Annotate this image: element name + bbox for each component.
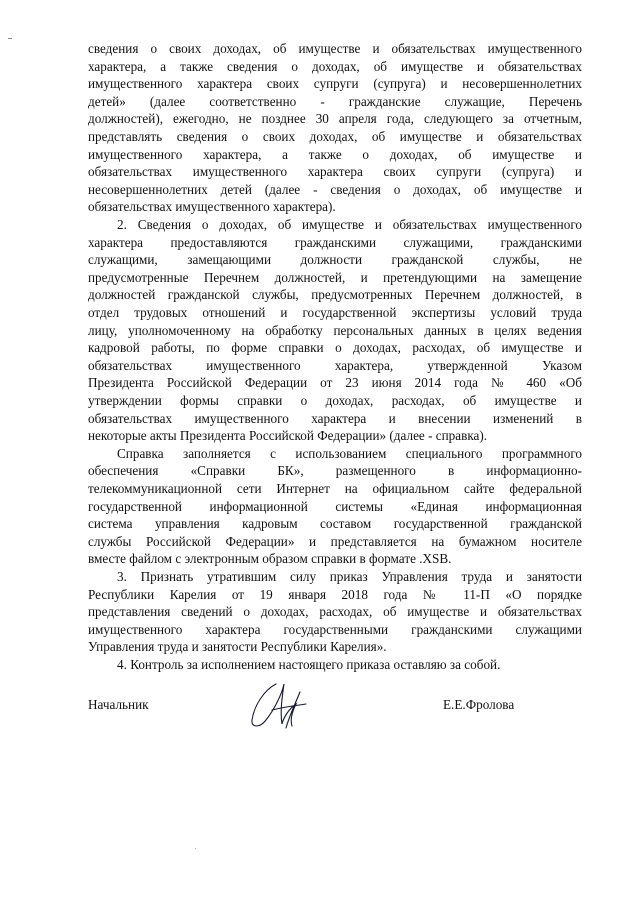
text-line: 4. Контроль за исполнением настоящего приказа оставляю за собой. [117, 657, 501, 672]
text-line: предусмотренные Перечнем должностей, и претендующими на замещение [88, 269, 582, 285]
text-line: имущественного характера государственными гражданскими служащими [88, 621, 582, 637]
text-line: Республики Карелия от 19 января 2018 года № 11-П «О порядке [88, 586, 582, 602]
scan-speck [195, 848, 196, 849]
text-line: система управления кадровым составом государственной гражданской [88, 516, 582, 532]
text-line: службы Российской Федерации» и представляется на бумажном носителе [88, 533, 582, 549]
text-line: обеспечения «Справки БК», размещенного в информационно- [88, 463, 582, 479]
text-line: служащими, замещающими должности гражданской службы, не [88, 252, 582, 268]
signatory-position: Начальник [88, 697, 149, 712]
text-line: характера, а также сведения о доходах, об имуществе и обязательствах [88, 58, 582, 74]
text-line: Справка заполняется с использованием специального программного [117, 445, 582, 461]
text-line: кадровой работы, по форме справки о доходах, расходах, об имуществе и [88, 340, 582, 356]
text-line: Управления труда и занятости Республики Карелия». [88, 639, 387, 655]
text-line: представления сведений о доходах, расходах, об имуществе и обязательствах [88, 604, 582, 620]
text-line: вместе файлом с электронным образом справки в формате .XSB. [88, 551, 452, 567]
text-line: обязательствах имущественного характера и внесении изменений в [88, 410, 582, 426]
text-line: имущественного характера своих супруги (супруга) и несовершеннолетних [88, 76, 582, 92]
scan-mark [8, 38, 12, 39]
text-line: телекоммуникационной сети Интернет на официальном сайте федеральной [88, 481, 582, 496]
signatory-name: Е.Е.Фролова [443, 697, 515, 712]
text-line: обязательствах имущественного характера своих супруги (супруга) и [88, 164, 582, 180]
text-line: 2. Сведения о доходах, об имуществе и обязательствах имущественного [117, 217, 582, 232]
text-line: некоторые акты Президента Российской Федерации» (далее - справка). [88, 428, 488, 444]
text-line: должностей), ежегодно, не позднее 30 апреля года, следующего за отчетным, [88, 111, 582, 127]
text-line: 3. Признать утратившим силу приказ Управления труда и занятости [117, 569, 582, 584]
text-line: обязательствах имущественного характера). [88, 199, 336, 215]
text-line: детей» (далее соответственно - гражданские служащие, Перечень [88, 93, 582, 109]
text-line: отдел трудовых отношений и государственной экспертизы условий труда [88, 305, 582, 320]
text-line: должностей гражданской службы, предусмотренных Перечнем должностей, в [88, 287, 582, 303]
text-line: утверждении формы справки о доходах, расходах, об имуществе и [88, 393, 582, 408]
text-line: государственной информационной системы «Единая информационная [88, 498, 582, 514]
text-line: несовершеннолетних детей (далее - сведения о доходах, об имуществе и [88, 181, 582, 197]
text-line: имущественного характера, а также о доходах, об имуществе и [88, 146, 582, 162]
text-line: сведения о своих доходах, об имуществе и обязательствах имущественного [88, 41, 582, 56]
text-line: лицу, уполномоченному на обработку персональных данных в целях ведения [88, 322, 582, 338]
handwritten-signature [246, 676, 316, 734]
text-line: характера предоставляются гражданскими служащими, гражданскими [88, 234, 582, 250]
text-line: Президента Российской Федерации от 23 июня 2014 года № 460 «Об [88, 375, 582, 391]
text-line: представлять сведения о своих доходах, об имуществе и обязательствах [88, 129, 582, 144]
text-line: обязательствах имущественного характера, утвержденной Указом [88, 357, 582, 373]
